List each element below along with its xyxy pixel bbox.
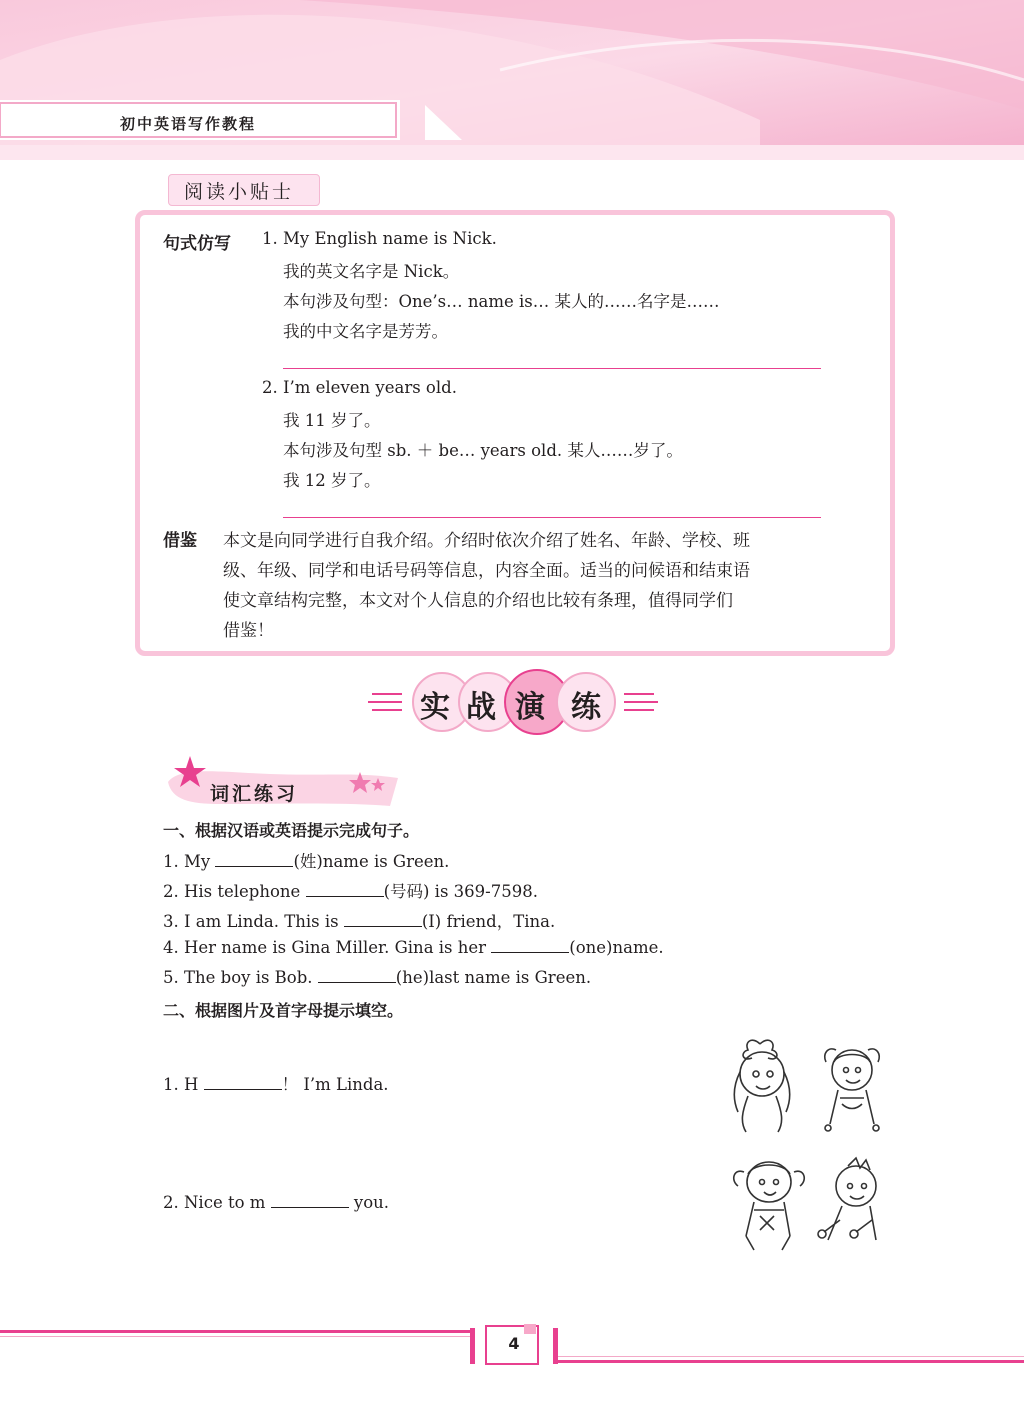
reference-line-2: 级、年级、同学和电话号码等信息，内容全面。适当的问候语和结束语 xyxy=(223,561,750,581)
reference-line-1: 本文是向同学进行自我介绍。介绍时依次介绍了姓名、年龄、学校、班 xyxy=(223,531,750,551)
section1-item-5: 5. The boy is Bob. (he)last name is Green. xyxy=(163,968,592,987)
answer-blank[interactable] xyxy=(271,1193,349,1208)
practice-title-char-1: 实 xyxy=(420,690,450,725)
section2-item-2: 2. Nice to m you. xyxy=(163,1193,390,1212)
reference-line-4: 借鉴！ xyxy=(223,621,274,641)
item2-line3: 本句涉及句型 sb. ＋ be… years old. 某人……岁了。 xyxy=(283,441,683,460)
item2-line1: 2. I’m eleven years old. xyxy=(262,378,457,397)
header-decoration xyxy=(0,0,1024,160)
item2-line2: 我 11 岁了。 xyxy=(283,411,381,430)
practice-title-char-2: 战 xyxy=(466,690,496,725)
reference-label: 借鉴 xyxy=(163,531,197,551)
section1-item-2: 2. His telephone (号码) is 369-7598. xyxy=(163,882,538,901)
item1-answer-line[interactable] xyxy=(283,368,821,369)
section1-item-3: 3. I am Linda. This is (I) friend，Tina. xyxy=(163,912,556,931)
answer-blank[interactable] xyxy=(344,912,422,927)
item1-line4: 我的中文名字是芳芳。 xyxy=(283,322,448,341)
item1-line3: 本句涉及句型：One’s… name is… 某人的……名字是…… xyxy=(283,292,720,311)
item2-answer-line[interactable] xyxy=(283,517,821,518)
answer-blank[interactable] xyxy=(318,968,396,983)
section1-item-4: 4. Her name is Gina Miller. Gina is her (one)name. xyxy=(163,938,664,957)
section1-title: 一、根据汉语或英语提示完成句子。 xyxy=(163,821,420,840)
answer-blank[interactable] xyxy=(204,1075,282,1090)
page-number: 4 xyxy=(508,1334,520,1353)
answer-blank[interactable] xyxy=(215,852,293,867)
reference-line-3: 使文章结构完整，本文对个人信息的介绍也比较有条理，值得同学们 xyxy=(223,591,733,611)
answer-blank[interactable] xyxy=(306,882,384,897)
practice-title-char-4: 练 xyxy=(571,690,601,725)
section2-title: 二、根据图片及首字母提示填空。 xyxy=(163,1001,404,1020)
girls-greeting-illustration xyxy=(718,1032,903,1137)
tips-label: 阅读小贴士 xyxy=(184,181,295,203)
item1-line1: 1. My English name is Nick. xyxy=(262,229,497,248)
answer-blank[interactable] xyxy=(491,938,569,953)
item1-line2: 我的英文名字是 Nick。 xyxy=(283,262,460,281)
girl-boy-meeting-illustration xyxy=(724,1150,904,1255)
practice-title-banner xyxy=(368,668,658,740)
section1-item-1: 1. My (姓)name is Green. xyxy=(163,852,450,871)
pattern-label: 句式仿写 xyxy=(163,234,231,254)
vocab-banner-label: 词汇练习 xyxy=(210,783,299,805)
section2-item-1: 1. H ！ I’m Linda. xyxy=(163,1075,389,1094)
practice-title-char-3: 演 xyxy=(515,690,545,725)
book-title: 初中英语写作教程 xyxy=(120,115,257,133)
item2-line4: 我 12 岁了。 xyxy=(283,471,381,490)
